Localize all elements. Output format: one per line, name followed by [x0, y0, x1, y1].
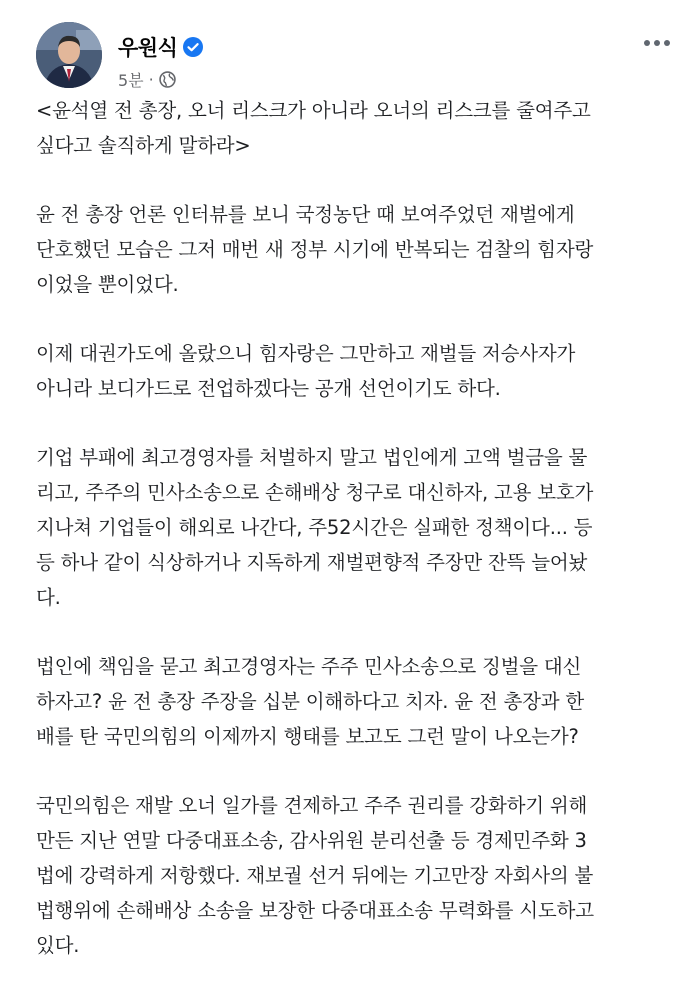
author-row — [118, 32, 203, 62]
post-paragraph: 법인에 책임을 묻고 최고경영자는 주주 민사소송으로 징벌을 대신 하자고? 윤 전 총장 주장을 십분 이해하다고 치자. 윤 전 총장과 한 배를 탄 국민의힘의 이제까지 행태를 보고도 그런 말이 나오는가? — [36, 655, 585, 748]
more-dot — [644, 40, 650, 46]
post-meta — [118, 68, 176, 91]
post-paragraph: 기업 부패에 최고경영자를 처벌하지 말고 법인에게 고액 벌금을 물 리고, 주주의 민사소송으로 손해배상 청구로 대신하자, 고용 보호가 지나쳐 기업들이 해외로 나간다, 주52시간은 실패한 정책이다... 등 등 하나 같이 식상하거나 지독하게 재벌편향적 주장만 잔뜩 늘어놨 다. — [36, 446, 594, 609]
post-header — [36, 22, 700, 92]
author-name[interactable]: 우원식 — [118, 36, 178, 60]
avatar-photo — [36, 22, 102, 88]
post-timestamp[interactable]: 5분 — [118, 71, 144, 90]
meta-separator: · — [148, 70, 154, 89]
author-avatar[interactable] — [36, 22, 102, 88]
more-dot — [654, 40, 660, 46]
post-paragraph: 윤 전 총장 언론 인터뷰를 보니 국정농단 때 보여주었던 재벌에게 단호했던 모습은 그저 매번 새 정부 시기에 반복되는 검찰의 힘자랑 이었을 뿐이었다. — [36, 203, 594, 296]
post-content — [36, 93, 676, 997]
globe-icon[interactable] — [159, 71, 176, 88]
verified-badge-icon — [183, 37, 203, 57]
post-title-paragraph: <윤석열 전 총장, 오너 리스크가 아니라 오너의 리스크를 줄여주고 싶다고 솔직하게 말하라> — [36, 99, 591, 157]
more-dot — [664, 40, 670, 46]
more-options-icon[interactable] — [644, 40, 670, 46]
post-paragraph: 국민의힘은 재발 오너 일가를 견제하고 주주 권리를 강화하기 위해 만든 지난 연말 다중대표소송, 감사위원 분리선출 등 경제민주화 3 법에 강력하게 저항했다. 재보궐 선거 뒤에는 기고만장 자회사의 불 법행위에 손해배상 소송을 보장한 다중대표소송 무력화를 시도하고 있다. — [36, 794, 594, 957]
post-paragraph: 이제 대권가도에 올랐으니 힘자랑은 그만하고 재벌들 저승사자가 아니라 보디가드로 전업하겠다는 공개 선언이기도 하다. — [36, 342, 576, 400]
